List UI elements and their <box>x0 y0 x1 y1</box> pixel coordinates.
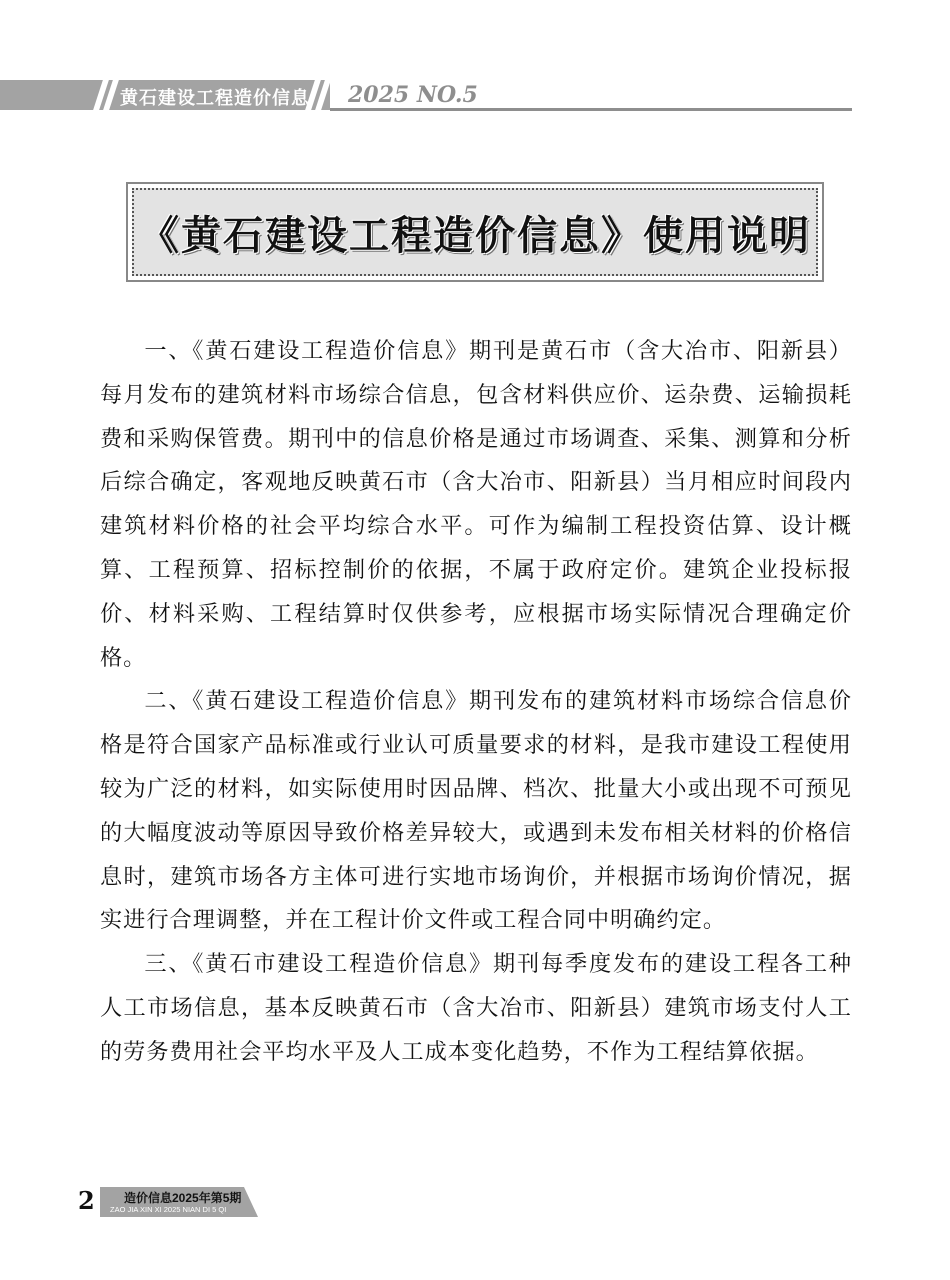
journal-name: 黄石建设工程造价信息 <box>120 88 310 109</box>
footer-pinyin: ZAO JIA XIN XI 2025 NIAN DI 5 QI <box>110 1205 227 1214</box>
header-rule <box>330 108 852 111</box>
paragraph-3: 三、《黄石市建设工程造价信息》期刊每季度发布的建设工程各工种人工市场信息，基本反映黄石市（含大冶市、阳新县）建筑市场支付人工的劳务费用社会平均水平及人工成本变化趋势，不作为工程结算依据。 <box>100 951 852 1065</box>
title-banner <box>132 188 818 276</box>
paragraph-1: 一、《黄石建设工程造价信息》期刊是黄石市（含大冶市、阳新县）每月发布的建筑材料市场综合信息，包含材料供应价、运杂费、运输损耗费和采购保管费。期刊中的信息价格是通过市场调查、采集、测算和分析后综合确定，客观地反映黄石市（含大冶市、阳新县）当月相应时间段内建筑材料价格的社会平均综合水平。可作为编制工程投资估算、设计概算、工程预算、招标控制价的依据，不属于政府定价。建筑企业投标报价、材料采购、工程结算时仅供参考，应根据市场实际情况合理确定价格。 <box>100 338 852 671</box>
footer-band-edge <box>244 1187 258 1217</box>
article-body <box>100 330 852 1075</box>
page-title: 《黄石建设工程造价信息》使用说明 <box>139 211 811 259</box>
paragraph-2: 二、《黄石建设工程造价信息》期刊发布的建筑材料市场综合信息价格是符合国家产品标准或行业认可质量要求的材料，是我市建设工程使用较为广泛的材料，如实际使用时因品牌、档次、批量大小或出现不可预见的大幅度波动等原因导致价格差异较大，或遇到未发布相关材料的价格信息时，建筑市场各方主体可进行实地市场询价，并根据市场询价情况，据实进行合理调整，并在工程计价文件或工程合同中明确约定。 <box>100 688 852 934</box>
page-number: 2 <box>78 1186 95 1215</box>
issue-label: 2025 NO.5 <box>348 82 478 108</box>
footer-label: 造价信息2025年第5期 <box>124 1191 242 1205</box>
